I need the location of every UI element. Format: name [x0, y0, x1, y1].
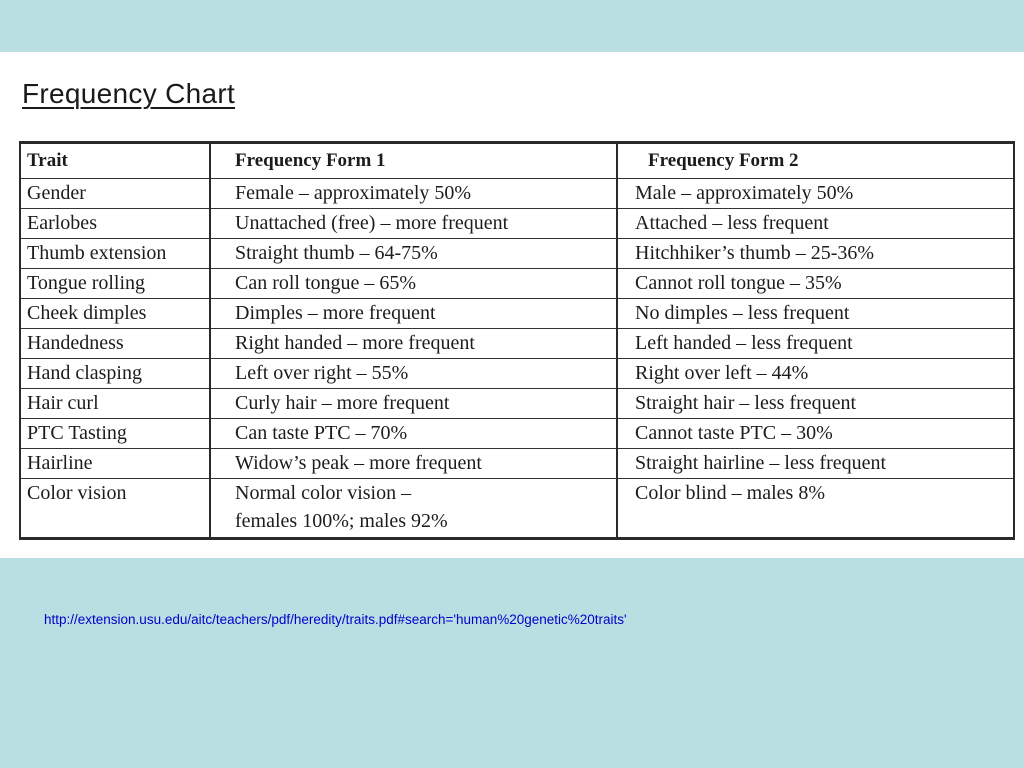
trait-cell: Tongue rolling	[20, 269, 210, 299]
form-1-cell: Straight thumb – 64-75%	[210, 239, 617, 269]
form-1-line-2: females 100%; males 92%	[235, 510, 448, 532]
form-1-cell: Left over right – 55%	[210, 359, 617, 389]
form-2-cell: Cannot roll tongue – 35%	[617, 269, 1014, 299]
table-row	[20, 419, 1014, 449]
trait-cell: Color vision	[20, 479, 210, 539]
table-row	[20, 359, 1014, 389]
trait-cell: Cheek dimples	[20, 299, 210, 329]
table-row	[20, 209, 1014, 239]
table-row	[20, 329, 1014, 359]
table-row	[20, 269, 1014, 299]
page-title: Frequency Chart	[22, 78, 236, 109]
trait-cell: Hairline	[20, 449, 210, 479]
form-1-cell: Unattached (free) – more frequent	[210, 209, 617, 239]
form-2-cell: No dimples – less frequent	[617, 299, 1014, 329]
column-header-form-2: Frequency Form 2	[617, 143, 1014, 179]
trait-cell: Gender	[20, 179, 210, 209]
form-1-cell: Can taste PTC – 70%	[210, 419, 617, 449]
trait-cell: Hair curl	[20, 389, 210, 419]
table-row	[20, 299, 1014, 329]
trait-cell: Earlobes	[20, 209, 210, 239]
column-header-form-1: Frequency Form 1	[210, 143, 617, 179]
form-1-cell	[210, 479, 617, 539]
form-2-cell: Male – approximately 50%	[617, 179, 1014, 209]
table-header-row	[20, 143, 1014, 179]
form-1-cell: Dimples – more frequent	[210, 299, 617, 329]
trait-cell: Thumb extension	[20, 239, 210, 269]
form-2-cell: Right over left – 44%	[617, 359, 1014, 389]
form-1-cell: Curly hair – more frequent	[210, 389, 617, 419]
form-2-cell: Color blind – males 8%	[617, 479, 1014, 539]
form-2-cell: Cannot taste PTC – 30%	[617, 419, 1014, 449]
form-2-cell: Straight hairline – less frequent	[617, 449, 1014, 479]
column-header-trait: Trait	[20, 143, 210, 179]
form-1-cell: Female – approximately 50%	[210, 179, 617, 209]
form-2-cell: Attached – less frequent	[617, 209, 1014, 239]
form-1-cell: Can roll tongue – 65%	[210, 269, 617, 299]
form-2-cell: Left handed – less frequent	[617, 329, 1014, 359]
table-row	[20, 449, 1014, 479]
trait-cell: Handedness	[20, 329, 210, 359]
form-1-cell: Widow’s peak – more frequent	[210, 449, 617, 479]
table-row	[20, 179, 1014, 209]
table-row	[20, 479, 1014, 539]
table-row	[20, 389, 1014, 419]
form-2-cell: Straight hair – less frequent	[617, 389, 1014, 419]
table-row	[20, 239, 1014, 269]
trait-cell: Hand clasping	[20, 359, 210, 389]
trait-cell: PTC Tasting	[20, 419, 210, 449]
form-2-cell: Hitchhiker’s thumb – 25-36%	[617, 239, 1014, 269]
frequency-table	[19, 141, 1015, 540]
form-1-line-1: Normal color vision –	[235, 482, 412, 504]
source-link[interactable]: http://extension.usu.edu/aitc/teachers/pdf/heredity/traits.pdf#search='human%20genetic%20traits'	[44, 612, 627, 627]
form-1-cell: Right handed – more frequent	[210, 329, 617, 359]
